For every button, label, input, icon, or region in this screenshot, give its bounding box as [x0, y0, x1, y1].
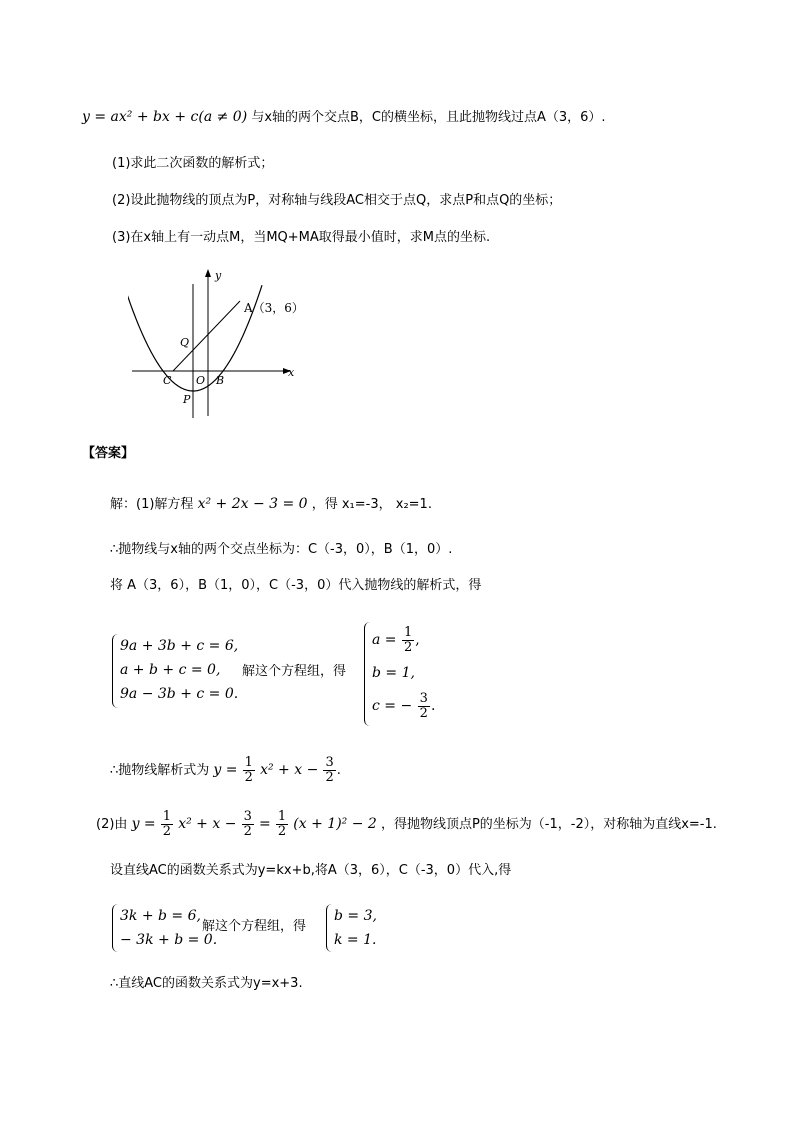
- question-1: (1)求此二次函数的解析式；: [112, 156, 274, 171]
- fraction-three-halves: [418, 692, 430, 721]
- frac-num: 1: [403, 624, 413, 640]
- point-p-label: P: [183, 393, 191, 406]
- x-axis-label: x: [288, 366, 295, 379]
- answer-l1-prefix: 解：(1)解方程: [110, 497, 194, 512]
- question-2: (2)设此抛物线的顶点为P，对称轴与线段AC相交于点Q，求点P和点Q的坐标；: [112, 193, 562, 208]
- answer-l4-mid: x² + x −: [260, 762, 319, 778]
- solution-1-b-text: b = 1,: [372, 665, 415, 681]
- frac-den: 2: [403, 639, 413, 655]
- part-2-prefix: (2)由: [96, 817, 128, 832]
- system-1-middle-text: 解这个方程组，得: [242, 664, 347, 679]
- answer-line-2: ∴抛物线与x轴的两个交点坐标为：C（-3，0），B（1，0）.: [110, 542, 453, 557]
- system-1: [120, 634, 238, 706]
- parabola-figure: [128, 266, 328, 426]
- part-2-eq-y: y =: [131, 816, 156, 832]
- solution-1: [372, 622, 435, 724]
- system-2-eq-2: − 3k + b = 0.: [120, 932, 218, 948]
- frac-den: 2: [419, 705, 428, 721]
- answer-tag: 【答案】: [82, 446, 135, 461]
- answer-l4-prefix: ∴抛物线解析式为: [110, 763, 210, 778]
- solution-1-a-lhs: a =: [372, 632, 397, 648]
- answer-l1-suffix: ，得 x₁=-3， x₂=1.: [311, 497, 432, 512]
- intro-math: y = ax² + bx + c(a ≠ 0): [82, 109, 248, 125]
- point-q-label: Q: [180, 336, 190, 349]
- solution-1-a: a = $\frac{1}{2}$ ,: [372, 624, 420, 655]
- point-c-label: C: [163, 374, 172, 387]
- frac-den: 2: [243, 824, 252, 839]
- system-1-eq-2: a + b + c = 0,: [120, 662, 221, 678]
- y-axis-label: y: [215, 269, 222, 282]
- system-2-eq-1: 3k + b = 6,: [120, 908, 201, 924]
- fraction-one-half: [161, 810, 173, 839]
- frac-den: 2: [162, 824, 172, 839]
- part-2-eq-mid: x² + x −: [178, 816, 237, 832]
- frac-den: 2: [244, 770, 253, 785]
- answer-line-1: [110, 495, 432, 514]
- solution-2: [334, 904, 377, 952]
- system-1-eq-3: 9a − 3b + c = 0.: [120, 686, 239, 702]
- answer-line-3: 将 A（3，6），B（1，0），C（-3，0）代入抛物线的解析式，得: [110, 578, 482, 593]
- point-a-label: A（3，6）: [244, 301, 304, 315]
- answer-line-4: ∴抛物线解析式为 y = $\frac{1}{2}$ x² + x − $\frac{3}{2}$ .: [110, 755, 341, 785]
- solution-1-c-lhs: c = −: [372, 698, 413, 714]
- fraction-three-halves: [323, 756, 335, 785]
- frac-num: 1: [244, 755, 253, 770]
- answer-line-7: ∴直线AC的函数关系式为y=x+3.: [110, 976, 303, 991]
- frac-num: 1: [277, 809, 287, 824]
- intro-text: 与x轴的两个交点B，C的横坐标，且此抛物线过点A（3，6）.: [251, 110, 606, 125]
- fraction-three-halves: [242, 810, 254, 839]
- fraction-one-half: [243, 756, 255, 785]
- solution-1-c: c = − $\frac{3}{2}$ .: [372, 690, 436, 721]
- frac-num: 3: [325, 755, 334, 770]
- solution-2-b: b = 3,: [334, 908, 377, 924]
- fraction-one-half: [276, 810, 288, 839]
- origin-label: O: [196, 374, 206, 387]
- system-2-middle-text: 解这个方程组，得: [202, 919, 307, 934]
- frac-den: 2: [277, 824, 287, 839]
- part-2-eq-vertex-form: (x + 1)² − 2: [293, 816, 377, 832]
- part-2-eq-equals: =: [259, 816, 271, 832]
- answer-part-2: [96, 806, 717, 842]
- fraction-one-half: [402, 626, 414, 655]
- answer-line-6: 设直线AC的函数关系式为y=kx+b,将A（3，6），C（-3，0）代入,得: [110, 863, 512, 878]
- part-2-suffix: ，得抛物线顶点P的坐标为（-1，-2），对称轴为直线x=-1.: [380, 817, 717, 832]
- solution-1-b: [372, 658, 435, 688]
- frac-num: 1: [162, 809, 172, 824]
- answer-l4-y: y =: [213, 762, 238, 778]
- frac-num: 3: [419, 690, 428, 706]
- system-1-eq-1: 9a + 3b + c = 6,: [120, 638, 239, 654]
- point-b-label: B: [216, 374, 225, 387]
- frac-num: 3: [243, 809, 252, 824]
- question-3: (3)在x轴上有一动点M，当MQ+MA取得最小值时，求M点的坐标.: [112, 230, 491, 245]
- answer-l1-equation: x² + 2x − 3 = 0: [197, 496, 308, 512]
- problem-intro: [82, 108, 606, 127]
- frac-den: 2: [325, 770, 334, 785]
- solution-2-k: k = 1.: [334, 932, 377, 948]
